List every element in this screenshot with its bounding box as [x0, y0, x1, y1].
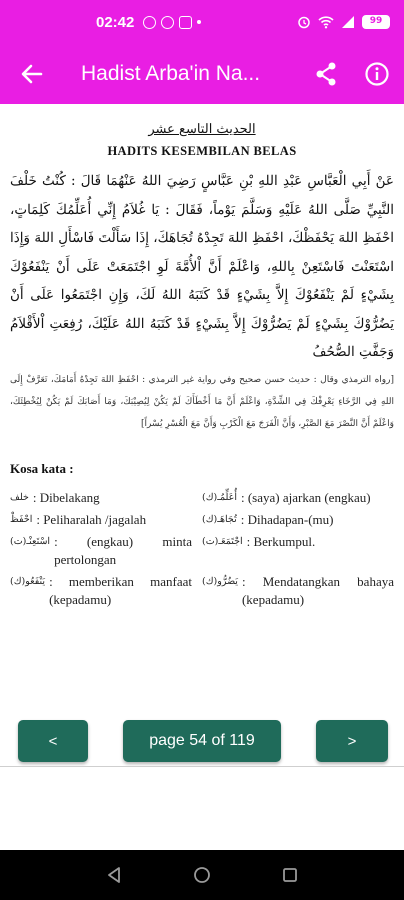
- vocabulary-list: [10, 489, 394, 609]
- vocab-item: [10, 533, 192, 569]
- vocab-item: [202, 573, 394, 609]
- app-title: Hadist Arba'in Na...: [81, 62, 261, 85]
- share-button[interactable]: [306, 54, 346, 94]
- nav-recents-icon[interactable]: [281, 866, 299, 884]
- vocab-item: [202, 489, 394, 507]
- nav-home-icon[interactable]: [193, 866, 211, 884]
- vocab-meaning: : Mendatangkan bahaya (kepadamu): [241, 573, 394, 607]
- hadith-narration-note: [رواه الترمذي وقال : حديث حسن صحيح وفي رواية غير الترمذي : احْفَظِ اللهَ تَجِدْهُ أَمَامَكَ، تَعَرَّفْ إِلَى اللهِ فِي الرَّخَاءِ يَعْرِفْكَ فِي الشِّدَّةِ، وَاعْلَمْ أَنَّ مَا أَخْطَأَكَ لَمْ يَكُنْ لِيُصِيْبَكَ، وَمَا أَصَابَكَ لَمْ يَكُنْ لِيُخْطِئَكَ، وَاعْلَمْ أَنَّ النَّصْرَ مَعَ الصَّبْرِ، وَأَنَّ الْفَرَجَ مَعَ الْكَرْبِ وَأَنَّ مَعَ الْعُسْرِ يُسْراً]: [10, 374, 394, 429]
- hadith-arabic-text: عَنْ أَبِي الْعَبَّاسِ عَبْدِ اللهِ بْنِ عَبَّاسٍ رَضِيَ اللهُ عَنْهُمَا قَالَ : كُنْتُ خَلْفَ النَّبِيِّ صَلَّى اللهُ عَلَيْهِ وَسَلَّمَ يَوْماً، فَقَالَ : يَا غُلاَمُ إِنِّي أُعَلِّمُكَ كَلِمَاتٍ، احْفَظِ اللهَ يَحْفَظْكَ، احْفَظِ اللهَ تَجِدْهُ تُجَاهَكَ، إِذَا سَأَلْتَ فَاسْأَلِ اللهَ وَإِذَا اسْتَعَنْتَ فَاسْتَعِنْ بِاللهِ، وَاعْلَمْ أَنَّ اْلأُمَّةَ لَوِ اجْتَمَعَتْ عَلَى أَنْ يَنْفَعُوْكَ بِشَيْءٍ لَمْ يَنْفَعُوْكَ إِلاَّ بِشَيْءٍ قَدْ كَتَبَهُ اللهُ لَكَ، وَإِنِ اجْتَمَعُوا عَلَى أَنْ يَضُرُّوْكَ بِشَيْءٍ لَمْ يَضُرُّوْكَ إِلاَّ بِشَيْءٍ قَدْ كَتَبَهُ اللهُ عَلَيْكَ، رُفِعَتِ اْلأَقْلاَمُ وَجَفَّتِ الصُّحُفُ: [10, 173, 394, 360]
- info-button[interactable]: [357, 54, 397, 94]
- vocab-arabic: اسْتَعِنْـ(ت): [10, 535, 51, 547]
- back-button[interactable]: [0, 44, 64, 104]
- status-time: 02:42: [96, 13, 135, 31]
- vocab-meaning: : Dihadapan-(mu): [240, 511, 334, 527]
- vocab-arabic: تُجَاهَـ(ك): [202, 513, 237, 525]
- vocab-item: [10, 489, 192, 507]
- more-notifications-icon: [197, 20, 201, 24]
- vocab-arabic: يَضُرُّو(ك): [202, 575, 238, 587]
- system-nav-bar: [0, 850, 404, 900]
- kosa-kata-title: Kosa kata :: [10, 460, 74, 476]
- nav-back-icon[interactable]: [105, 866, 123, 884]
- vocab-meaning: : memberikan manfaat (kepadamu): [49, 573, 192, 607]
- vocab-meaning: : Peliharalah /jagalah: [36, 511, 147, 527]
- share-icon: [315, 62, 337, 86]
- vocab-meaning: : (engkau) minta pertolongan: [54, 533, 192, 567]
- notification-icons: [143, 16, 201, 29]
- divider: [0, 766, 404, 767]
- signal-icon: [341, 15, 355, 29]
- vocab-arabic: اجْتَمَعَـ(ت): [202, 535, 243, 547]
- page-indicator-button[interactable]: page 54 of 119: [123, 720, 281, 762]
- notification-app-icon: [179, 16, 192, 29]
- info-icon: [365, 62, 389, 86]
- battery-icon: 99: [362, 15, 390, 29]
- page-content: [0, 104, 404, 704]
- next-page-button[interactable]: >: [316, 720, 388, 762]
- vocab-item: [202, 511, 394, 529]
- vocab-arabic: احْفَظْ: [10, 513, 33, 525]
- messenger-icon: [161, 16, 174, 29]
- vocab-arabic: خلف: [10, 491, 29, 503]
- previous-page-button[interactable]: <: [18, 720, 88, 762]
- wifi-icon: [318, 15, 334, 29]
- latin-heading: HADITS KESEMBILAN BELAS: [107, 144, 297, 158]
- app-bar: [0, 44, 404, 104]
- status-bar: [0, 0, 404, 44]
- alarm-icon: [297, 15, 311, 29]
- back-arrow-icon: [21, 63, 43, 85]
- pagination-bar: [0, 720, 404, 762]
- vocab-arabic: يَنْفَعُو(ك): [10, 575, 46, 587]
- vocab-arabic: أُعَلِّمُـ(ك): [202, 491, 237, 503]
- whatsapp-icon: [143, 16, 156, 29]
- vocab-meaning: : Dibelakang: [32, 489, 100, 505]
- vocab-item: [10, 511, 192, 529]
- vocab-meaning: : (saya) ajarkan (engkau): [240, 489, 371, 505]
- arabic-heading: الحديث التاسع عشر: [148, 122, 256, 137]
- vocab-item: [202, 533, 394, 569]
- system-icons: [297, 15, 390, 29]
- vocab-meaning: : Berkumpul.: [246, 533, 316, 549]
- vocab-item: [10, 573, 192, 609]
